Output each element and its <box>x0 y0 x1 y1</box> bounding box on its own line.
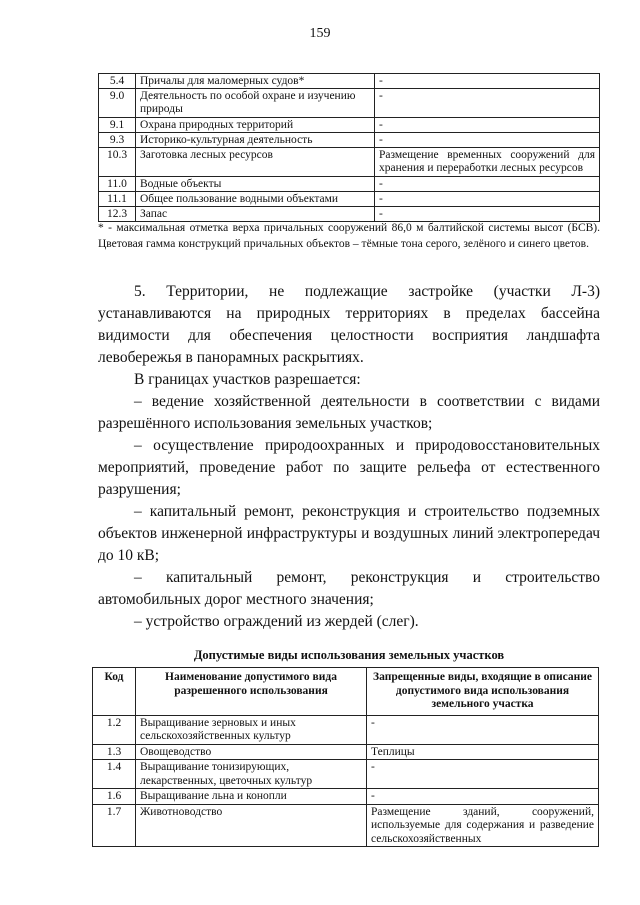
restricted-cell: - <box>375 118 600 133</box>
table-row <box>99 177 600 192</box>
code-cell: 1.6 <box>93 789 136 805</box>
footnote: * - максимальная отметка верха причальных сооружений 86,0 м балтийской системы высот (БСВ). Цветовая гамма конструкций причальных объектов – тёмные тона серого, зелёного и синего цветов. <box>98 222 600 250</box>
name-cell: Овощеводство <box>136 744 367 760</box>
paragraph-allowed-intro: В границах участков разрешается: <box>134 371 361 388</box>
table-caption: Допустимые виды использования земельных участков <box>193 648 505 662</box>
name-cell: Выращивание льна и конопли <box>136 789 367 805</box>
code-cell: 9.3 <box>99 133 136 148</box>
allowed-uses-table <box>92 667 599 847</box>
code-cell: 5.4 <box>99 74 136 89</box>
table-row <box>99 89 600 118</box>
name-cell: Историко-культурная деятельность <box>136 133 375 148</box>
header-code: Код <box>93 668 136 716</box>
name-cell: Животноводство <box>136 804 367 847</box>
name-cell: Заготовка лесных ресурсов <box>136 148 375 177</box>
code-cell: 11.0 <box>99 177 136 192</box>
name-cell: Выращивание тонизирующих, лекарственных, цветочных культур <box>136 760 367 789</box>
header-name: Наименование допустимого вида разрешенного использования <box>136 668 367 716</box>
code-cell: 1.3 <box>93 744 136 760</box>
restricted-cell: Размещение временных сооружений для хранения и переработки лесных ресурсов <box>375 148 600 177</box>
code-cell: 1.7 <box>93 804 136 847</box>
table-row <box>93 744 599 760</box>
header-restricted: Запрещенные виды, входящие в описание допустимого вида использования земельного участка <box>367 668 599 716</box>
table-row <box>99 148 600 177</box>
code-cell: 9.0 <box>99 89 136 118</box>
table-header-row <box>93 668 599 716</box>
table-row <box>99 192 600 207</box>
land-use-table-top <box>98 73 600 222</box>
code-cell: 1.4 <box>93 760 136 789</box>
restricted-cell: - <box>375 74 600 89</box>
name-cell: Водные объекты <box>136 177 375 192</box>
restricted-cell: - <box>375 133 600 148</box>
restricted-cell: - <box>375 207 600 222</box>
name-cell: Причалы для маломерных судов* <box>136 74 375 89</box>
code-cell: 11.1 <box>99 192 136 207</box>
bullet-item: – ведение хозяйственной деятельности в соответствии с видами разрешённого использования земельных участков; <box>98 393 600 432</box>
code-cell: 12.3 <box>99 207 136 222</box>
restricted-cell: - <box>375 89 600 118</box>
restricted-cell: - <box>375 192 600 207</box>
restricted-cell: Размещение зданий, сооружений, используемые для содержания и разведение сельскохозяйственных <box>367 804 599 847</box>
name-cell: Выращивание зерновых и иных сельскохозяйственных культур <box>136 715 367 744</box>
table-row <box>93 760 599 789</box>
table-row <box>99 74 600 89</box>
restricted-cell: Теплицы <box>367 744 599 760</box>
table-row <box>99 133 600 148</box>
code-cell: 1.2 <box>93 715 136 744</box>
name-cell: Деятельность по особой охране и изучению природы <box>136 89 375 118</box>
page-number: 159 <box>309 26 331 41</box>
bullet-item: – осуществление природоохранных и природовосстановительных мероприятий, проведение работ по защите рельефа от естественного разрушения; <box>98 437 600 498</box>
code-cell: 9.1 <box>99 118 136 133</box>
restricted-cell: - <box>375 177 600 192</box>
name-cell: Охрана природных территорий <box>136 118 375 133</box>
name-cell: Общее пользование водными объектами <box>136 192 375 207</box>
table-row <box>93 804 599 847</box>
restricted-cell: - <box>367 789 599 805</box>
paragraph-zone-l3: 5. Территории, не подлежащие застройке (участки Л-3) устанавливаются на природных территориях в пределах бассейна видимости для обеспечения целостности восприятия ландшафта левобережья в панорамных раскрытиях. <box>98 283 600 366</box>
code-cell: 10.3 <box>99 148 136 177</box>
table-row <box>93 789 599 805</box>
table-row <box>93 715 599 744</box>
bullet-item: – капитальный ремонт, реконструкция и строительство подземных объектов инженерной инфраструктуры и воздушных линий электропередач до 10 кВ; <box>98 503 600 564</box>
bullet-item: – устройство ограждений из жердей (слег). <box>134 613 419 630</box>
restricted-cell: - <box>367 760 599 789</box>
restricted-cell: - <box>367 715 599 744</box>
table-row <box>99 118 600 133</box>
name-cell: Запас <box>136 207 375 222</box>
bullet-item: – капитальный ремонт, реконструкция и строительство автомобильных дорог местного значения; <box>98 569 600 608</box>
